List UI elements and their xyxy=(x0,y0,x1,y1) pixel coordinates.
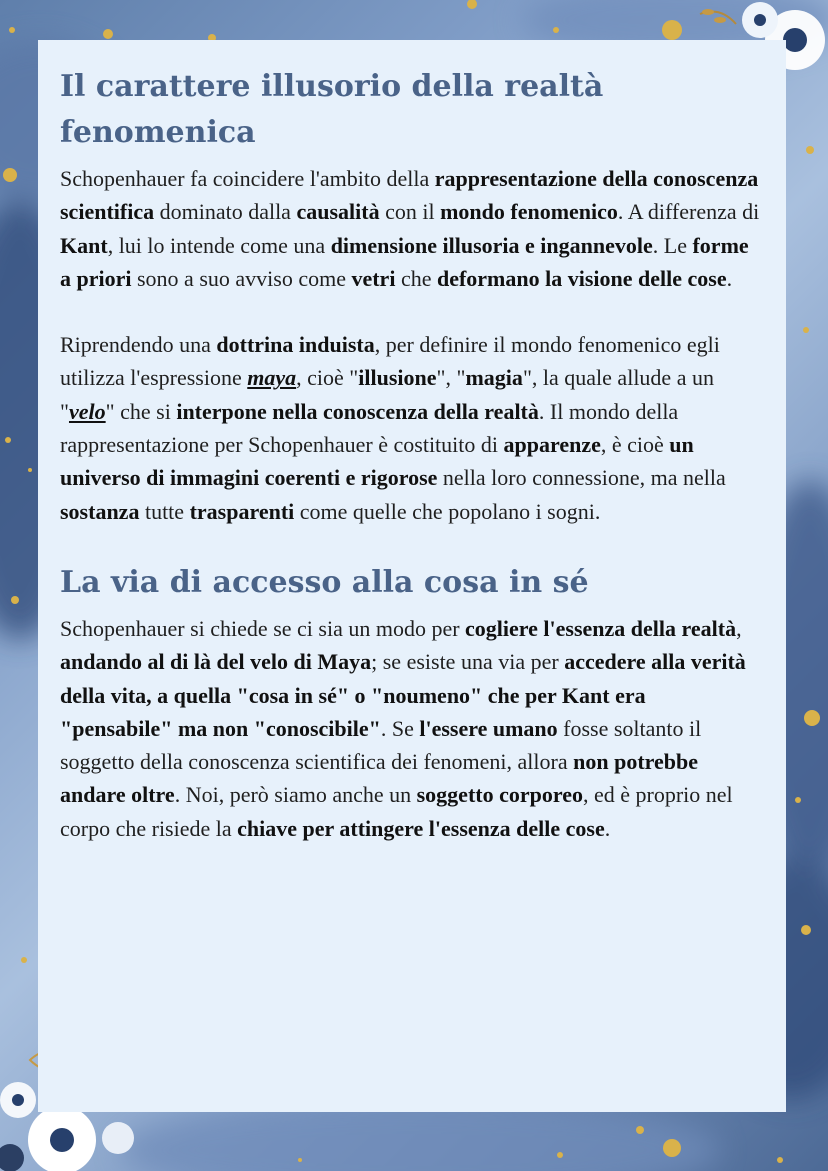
bold-text: forme a priori xyxy=(60,232,749,291)
paragraph xyxy=(60,612,760,845)
text-run: . Le xyxy=(652,232,693,258)
content xyxy=(60,64,760,845)
text-run: , lui lo intende come una xyxy=(107,232,331,258)
bold-text: vetri xyxy=(351,265,396,291)
text-run: , è cioè xyxy=(600,432,670,458)
text-run: come quelle che popolano i sogni. xyxy=(294,498,601,524)
paper-sheet xyxy=(38,40,786,1112)
paragraph xyxy=(60,328,760,528)
text-run: , per definire il mondo fenomenico egli utilizza l'espressione xyxy=(60,332,720,391)
text-run: . Noi, però siamo anche un xyxy=(174,782,417,808)
bold-text: dottrina induista xyxy=(216,332,375,358)
bold-text: causalità xyxy=(296,199,380,225)
text-run: . Il mondo della rappresentazione per Schopenhauer è costituito di xyxy=(60,398,679,458)
bold-text: l'essere umano xyxy=(419,715,558,741)
text-run: " che si xyxy=(105,398,177,424)
text-run: ; se esiste una via per xyxy=(371,649,565,675)
bold-text: mondo fenomenico xyxy=(440,199,618,225)
bold-text: deformano la visione delle cose xyxy=(436,265,727,291)
text-run: con il xyxy=(379,199,441,225)
bold-text: un universo di immagini coerenti e rigorose xyxy=(60,432,694,491)
bold-text: velo xyxy=(68,398,106,424)
text-run: che xyxy=(395,265,437,291)
text-run: tutte xyxy=(139,498,190,524)
bold-text: andando al di là del velo di Maya xyxy=(60,649,372,675)
bold-text: magia xyxy=(465,365,523,391)
text-run: , ed è proprio nel corpo che risiede la xyxy=(60,782,733,841)
bold-text: interpone nella conoscenza della realtà xyxy=(176,398,539,424)
text-run: . xyxy=(726,265,733,291)
text-run: , xyxy=(736,615,742,641)
bold-text: Kant xyxy=(60,232,108,258)
bold-text: rappresentazione della conoscenza scientifica xyxy=(60,166,759,225)
text-run: sono a suo avviso come xyxy=(131,265,352,291)
text-run: fosse soltanto il soggetto della conoscenza scientifica dei fenomeni, allora xyxy=(60,715,702,775)
bold-text: trasparenti xyxy=(189,498,295,524)
text-run: ", la quale allude a un " xyxy=(60,365,714,424)
bold-text: illusione xyxy=(358,365,437,391)
bold-text: dimensione illusoria e ingannevole xyxy=(330,232,653,258)
text-run: , cioè " xyxy=(296,365,359,391)
bold-text: accedere alla verità della vita, a quella "cosa in sé" o "noumeno" che per Kant era "pensabile" ma non "conoscibile" xyxy=(60,649,746,741)
paragraph-gap xyxy=(60,295,760,328)
text-run: Schopenhauer fa coincidere l'ambito della xyxy=(60,166,435,191)
section-title-access-to-thing-in-itself: La via di accesso alla cosa in sé xyxy=(60,564,589,600)
section-title-illusory-reality: Il carattere illusorio della realtà fenomenica xyxy=(60,69,604,150)
bold-text: apparenze xyxy=(503,432,601,458)
text-run: Schopenhauer si chiede se ci sia un modo per xyxy=(60,615,466,641)
bold-text: sostanza xyxy=(60,498,140,524)
bold-text: non potrebbe andare oltre xyxy=(60,749,699,808)
text-run: Riprendendo una xyxy=(60,332,217,358)
text-run: . Se xyxy=(380,715,420,741)
text-run: nella loro connessione, ma nella xyxy=(437,465,726,491)
text-run: . A differenza di xyxy=(617,199,760,225)
paragraph xyxy=(60,162,760,295)
text-run: dominato dalla xyxy=(154,199,297,225)
text-run: ", " xyxy=(436,365,466,391)
bold-text: maya xyxy=(247,365,297,391)
bold-text: cogliere l'essenza della realtà xyxy=(465,615,737,641)
bold-text: chiave per attingere l'essenza delle cose xyxy=(237,815,605,841)
bold-text: soggetto corporeo xyxy=(416,782,583,808)
text-run: . xyxy=(604,815,611,841)
